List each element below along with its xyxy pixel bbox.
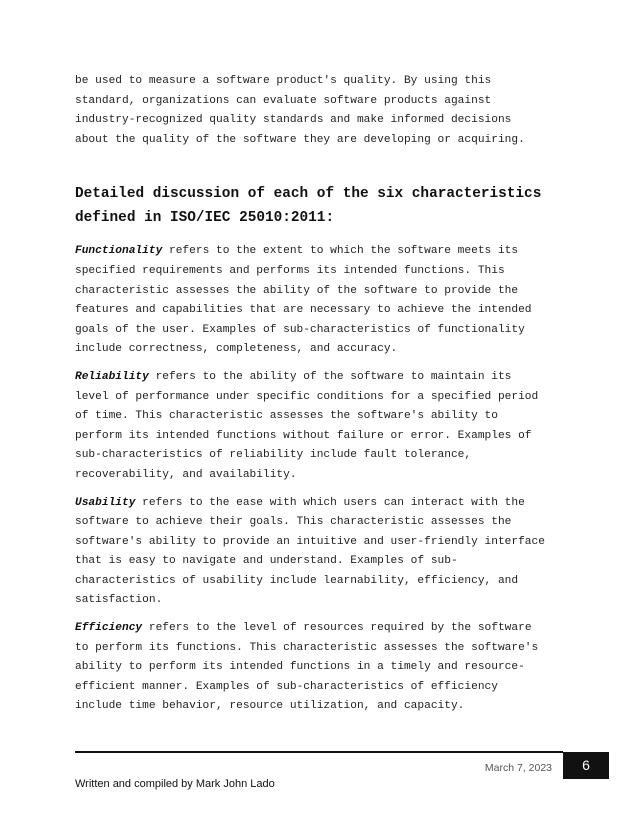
- intro-paragraph: [75, 72, 565, 150]
- paragraph-line: recoverability, and availability.: [75, 468, 297, 481]
- intro-line: be used to measure a software product's quality. By using this: [75, 75, 492, 87]
- paragraph-line: characteristics of usability include learnability, efficiency, and: [75, 574, 519, 587]
- footer-divider: [75, 751, 563, 753]
- page-number-badge: 6: [563, 752, 609, 779]
- paragraph-line: features and capabilities that are necessary to achieve the intended: [75, 304, 532, 317]
- paragraph-line: efficient manner. Examples of sub-characteristics of efficiency: [75, 680, 498, 693]
- paragraph-line: include time behavior, resource utilization, and capacity.: [75, 700, 465, 713]
- usability-paragraph: [75, 494, 565, 612]
- paragraph-line: perform its intended functions without failure or error. Examples of: [75, 429, 532, 442]
- first-line-text: refers to the ease with which users can interact with the: [135, 496, 525, 509]
- term-usability: Usability: [75, 496, 136, 509]
- paragraph-line: software to achieve their goals. This characteristic assesses the: [75, 516, 512, 529]
- functionality-paragraph: [75, 242, 565, 360]
- footer-author: Written and compiled by Mark John Lado: [75, 778, 275, 790]
- paragraph-first-line: [75, 242, 565, 262]
- intro-line: industry-recognized quality standards and make informed decisions: [75, 114, 512, 127]
- paragraph-line: satisfaction.: [75, 594, 163, 607]
- term-efficiency: Efficiency: [75, 622, 143, 635]
- heading-line: Detailed discussion of each of the six characteristics: [75, 186, 542, 203]
- paragraph-line: specified requirements and performs its intended functions. This: [75, 264, 505, 277]
- efficiency-paragraph: [75, 619, 565, 717]
- intro-line: standard, organizations can evaluate software products against: [75, 94, 492, 107]
- first-line-text: refers to the extent to which the software meets its: [162, 245, 519, 258]
- reliability-paragraph: [75, 368, 565, 486]
- heading-line: defined in ISO/IEC 25010:2011:: [75, 210, 335, 227]
- term-reliability: Reliability: [75, 370, 149, 383]
- section-heading: [75, 182, 565, 230]
- paragraph-line: goals of the user. Examples of sub-characteristics of functionality: [75, 323, 525, 336]
- term-functionality: Functionality: [75, 245, 163, 258]
- paragraph-line: level of performance under specific conditions for a specified period: [75, 390, 539, 403]
- first-line-text: refers to the level of resources required by the software: [142, 622, 532, 635]
- paragraph-first-line: [75, 368, 565, 388]
- paragraph-line: of time. This characteristic assesses the software's ability to: [75, 410, 498, 423]
- paragraph-line: that is easy to navigate and understand. Examples of sub-: [75, 555, 458, 568]
- paragraph-line: software's ability to provide an intuitive and user-friendly interface: [75, 535, 545, 548]
- paragraph-line: characteristic assesses the ability of the software to provide the: [75, 284, 519, 297]
- paragraph-first-line: [75, 494, 565, 514]
- paragraph-line: sub-characteristics of reliability include fault tolerance,: [75, 449, 472, 462]
- paragraph-line: ability to perform its intended functions in a timely and resource-: [75, 661, 525, 674]
- paragraph-line: to perform its functions. This characteristic assesses the software's: [75, 641, 539, 654]
- first-line-text: refers to the ability of the software to maintain its: [148, 370, 512, 383]
- paragraph-line: include correctness, completeness, and accuracy.: [75, 343, 398, 356]
- page-content: [75, 72, 565, 725]
- paragraph-first-line: [75, 619, 565, 639]
- footer-date: March 7, 2023: [484, 762, 552, 774]
- intro-line: about the quality of the software they are developing or acquiring.: [75, 133, 525, 146]
